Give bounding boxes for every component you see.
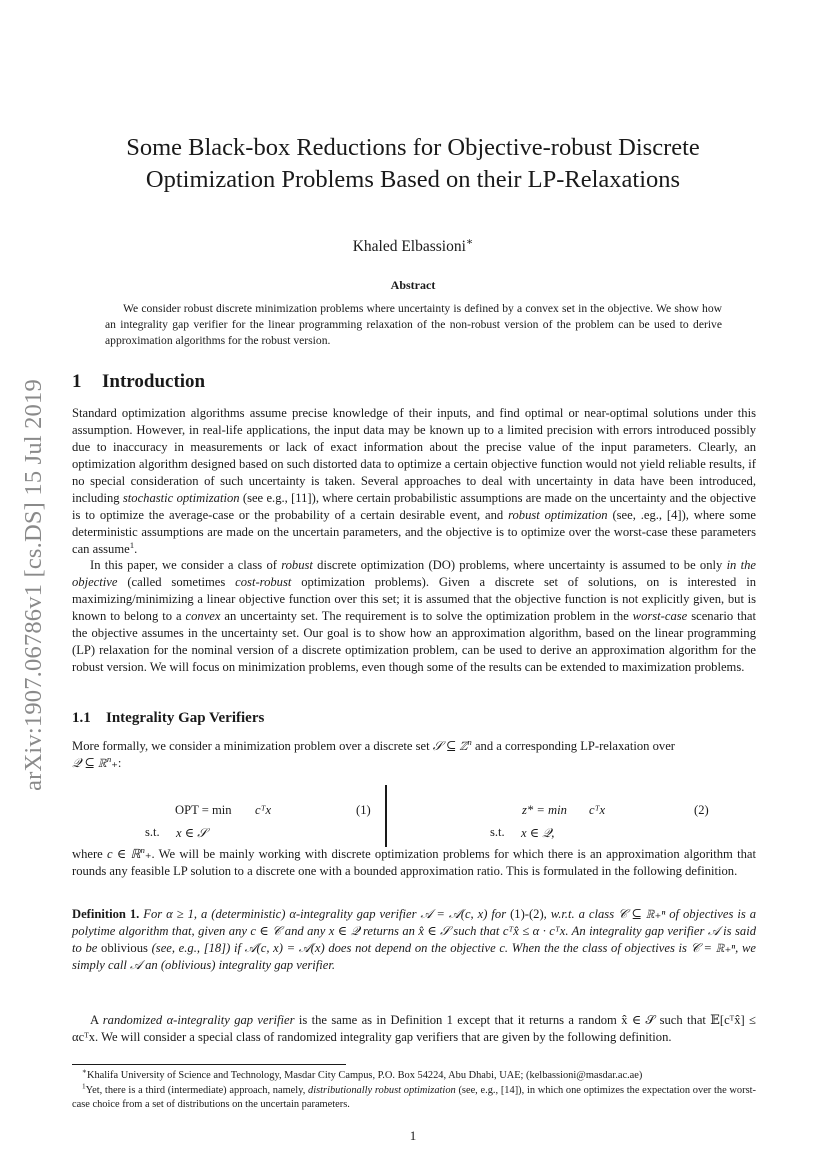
author xyxy=(100,235,726,256)
footnote-mark: 1 xyxy=(82,1082,86,1091)
arxiv-sidebar-stamp xyxy=(12,330,56,840)
emphasis: worst-case xyxy=(632,609,688,623)
text-run: scenario that the objective assumes in the uncertainty set. Our goal is to show how an approximation algorithm, based on the linear programming (LP) relaxation for the nominal version of a discrete optimization problem, can be used to derive an approximation algorithm for the robust version. We will focus on minimization problems, even though some of the results can be extended to maximization problems. xyxy=(72,609,756,674)
subsection-title: Integrality Gap Verifiers xyxy=(106,710,265,726)
text-run: where xyxy=(72,847,108,861)
footnote-text: Yet, there is a third (intermediate) approach, namely, xyxy=(85,1085,309,1096)
arxiv-identifier: arXiv:1907.06786v1 [cs.DS] 15 Jul 2019 xyxy=(20,379,47,791)
text-run: A xyxy=(90,1013,103,1027)
text-run: , w.r.t. a class 𝒞 ⊆ ℝ₊ⁿ of objectives is a polytime algorithm that, given any c ∈ 𝒞 and any x ∈ 𝒬 returns an x̂ ∈ 𝒮 such that cᵀx̂ ≤ α · cᵀx. An integrality gap verifier 𝒜 is said to be xyxy=(72,907,756,955)
equation-divider xyxy=(385,785,387,847)
eq2-st: s.t. xyxy=(490,825,505,839)
term-oblivious: oblivious xyxy=(101,941,148,955)
emphasis: convex xyxy=(185,609,221,623)
text-run: . xyxy=(134,542,138,556)
section-title: Introduction xyxy=(102,371,206,392)
paper-title xyxy=(100,132,726,196)
text-run: : xyxy=(117,756,122,770)
text-run: In this paper, we consider a class of xyxy=(90,558,282,572)
math-inline: 𝒮 ⊆ ℤ$^n$ xyxy=(432,736,472,753)
eq1-label: (1) xyxy=(356,803,371,817)
title-line-1: Some Black-box Reductions for Objective-robust Discrete xyxy=(126,134,700,161)
text-run: More formally, we consider a minimization problem over a discrete set xyxy=(72,739,433,753)
text-run: optimization problems). Given a discrete set of solutions, on is interested in maximizing/minimizing a linear objective function over this set; it is assumed that the objective function is not explicitly given, but is known to belong to a xyxy=(72,575,756,623)
text-run: (called sometimes xyxy=(117,575,236,589)
text-run: (see, e.g., [18]) if 𝒜(c, x) = 𝒜(x) does not depend on the objective c. When the the class of objectives is 𝒞 = ℝ₊ⁿ, we simply call 𝒜 an (oblivious) integrality gap verifier. xyxy=(72,941,756,972)
text-run: Standard optimization algorithms assume precise knowledge of their inputs, and find optimal or near-optimal solutions under this assumption. However, in real-life applications, the input data may be known up to a limited precision with errors introduced possibly due to inaccuracy in measurements or lack of exact information about the precise value of the input parameters. Clearly, an optimization algorithm designed based on such distorted data to optimize a certain objective function would not yield reliable results, if no special consideration of such uncertainty is taken. Several approaches to deal with uncertainty in data have been introduced, including xyxy=(72,406,756,505)
definition-label: Definition 1. xyxy=(72,907,140,921)
footnote-text: Khalifa University of Science and Technology, Masdar City Campus, P.O. Box 54224, Abu Dhabi, UAE; (kelbassioni@masdar.ac.ae) xyxy=(86,1070,643,1081)
paragraph-formal-setup xyxy=(72,738,756,772)
page-number: 1 xyxy=(409,1128,417,1143)
footnote-ref-1[interactable]: 1 xyxy=(129,539,135,550)
text-run: (see, .eg., [4]), where some deterministic assumptions are made on the uncertain parameters, and the objective is to optimize over the worst-case these parameters can assume xyxy=(72,508,756,556)
subsection-number: 1.1 xyxy=(72,710,91,726)
eq2-constraint: x ∈ 𝒬, xyxy=(521,826,555,840)
eq2-objective-lhs: z* = min xyxy=(522,803,567,817)
abstract-heading: Abstract xyxy=(390,278,436,292)
eq1-st: s.t. xyxy=(145,825,160,839)
text-run: and a corresponding LP-relaxation over xyxy=(471,739,675,753)
author-name: Khaled Elbassioni xyxy=(352,238,466,255)
text-run: an uncertainty set. The requirement is to solve the optimization problem in the xyxy=(220,609,633,623)
eq2-label: (2) xyxy=(694,803,709,817)
text-run: (see e.g., [11]), where certain probabilistic assumptions are made on the uncertainty and the objective is to optimize the average-case or the probability of a certain desirable event, and xyxy=(72,491,756,522)
eq1-objective-lhs: OPT = min xyxy=(175,803,232,817)
emphasis: in the objective xyxy=(72,558,756,589)
footnote-text: (see, e.g., [14]), in which one optimizes the expectation over the worst-case choice from a set of distributions on the uncertain parameters. xyxy=(72,1085,756,1110)
text-run: . We will be mainly working with discrete optimization problems for which there is an approximation algorithm that rounds any feasible LP solution to a discrete one with a bounded approximation ratio. This is formulated in the following definition. xyxy=(72,847,756,878)
text-run: is the same as in Definition 1 except that it returns a random x̂ ∈ 𝒮 such that 𝔼[cᵀx̂] ≤ αcᵀx. We will consider a special class of randomized integrality gap verifiers that are given by the following definition. xyxy=(72,1013,756,1044)
paragraph-after-equations xyxy=(72,846,756,880)
eq1-constraint: x ∈ 𝒮 xyxy=(176,826,207,840)
math-inline: c ∈ ℝ$^n$₊ xyxy=(107,844,152,861)
author-footnote-mark: ∗ xyxy=(465,235,474,248)
section-heading-introduction xyxy=(72,371,205,393)
intro-paragraph-2 xyxy=(72,557,756,676)
emphasis-robust-optimization: robust optimization xyxy=(508,508,608,522)
footnote-rule xyxy=(72,1064,346,1065)
eq2-objective: cᵀx xyxy=(589,803,606,817)
text-run: discrete optimization (DO) problems, where uncertainty is assumed to be only xyxy=(312,558,727,572)
eq1-objective: cᵀx xyxy=(255,803,272,817)
footnote-mark: ∗ xyxy=(82,1067,87,1076)
equation-reference[interactable]: (1)-(2) xyxy=(510,907,544,921)
footnote-affiliation xyxy=(72,1069,756,1083)
footnote-1 xyxy=(72,1084,756,1111)
subsection-heading xyxy=(72,710,264,727)
abstract-body: We consider robust discrete minimization problems where uncertainty is defined by a convex set in the objective. We show how an integrality gap verifier for the linear programming relaxation of the non-robust version of the problem can be used to derive approximation algorithms for the robust version. xyxy=(105,302,722,347)
math-inline: 𝒬 ⊆ ℝ$^n$₊ xyxy=(72,753,118,770)
title-line-2: Optimization Problems Based on their LP-Relaxations xyxy=(145,166,681,193)
emphasis: robust xyxy=(281,558,313,572)
emphasis: cost-robust xyxy=(235,575,292,589)
intro-paragraph-1 xyxy=(72,405,756,558)
emphasis: distributionally robust optimization xyxy=(308,1085,456,1096)
text-run: For α ≥ 1, a (deterministic) α-integrality gap verifier 𝒜 = 𝒜(c, x) for xyxy=(139,907,511,921)
emphasis-stochastic-optimization: stochastic optimization xyxy=(122,491,240,505)
section-number: 1 xyxy=(72,371,82,392)
emphasis: randomized α-integrality gap verifier xyxy=(102,1013,295,1027)
definition-1 xyxy=(72,906,756,974)
paragraph-randomized-verifier xyxy=(72,1012,756,1046)
